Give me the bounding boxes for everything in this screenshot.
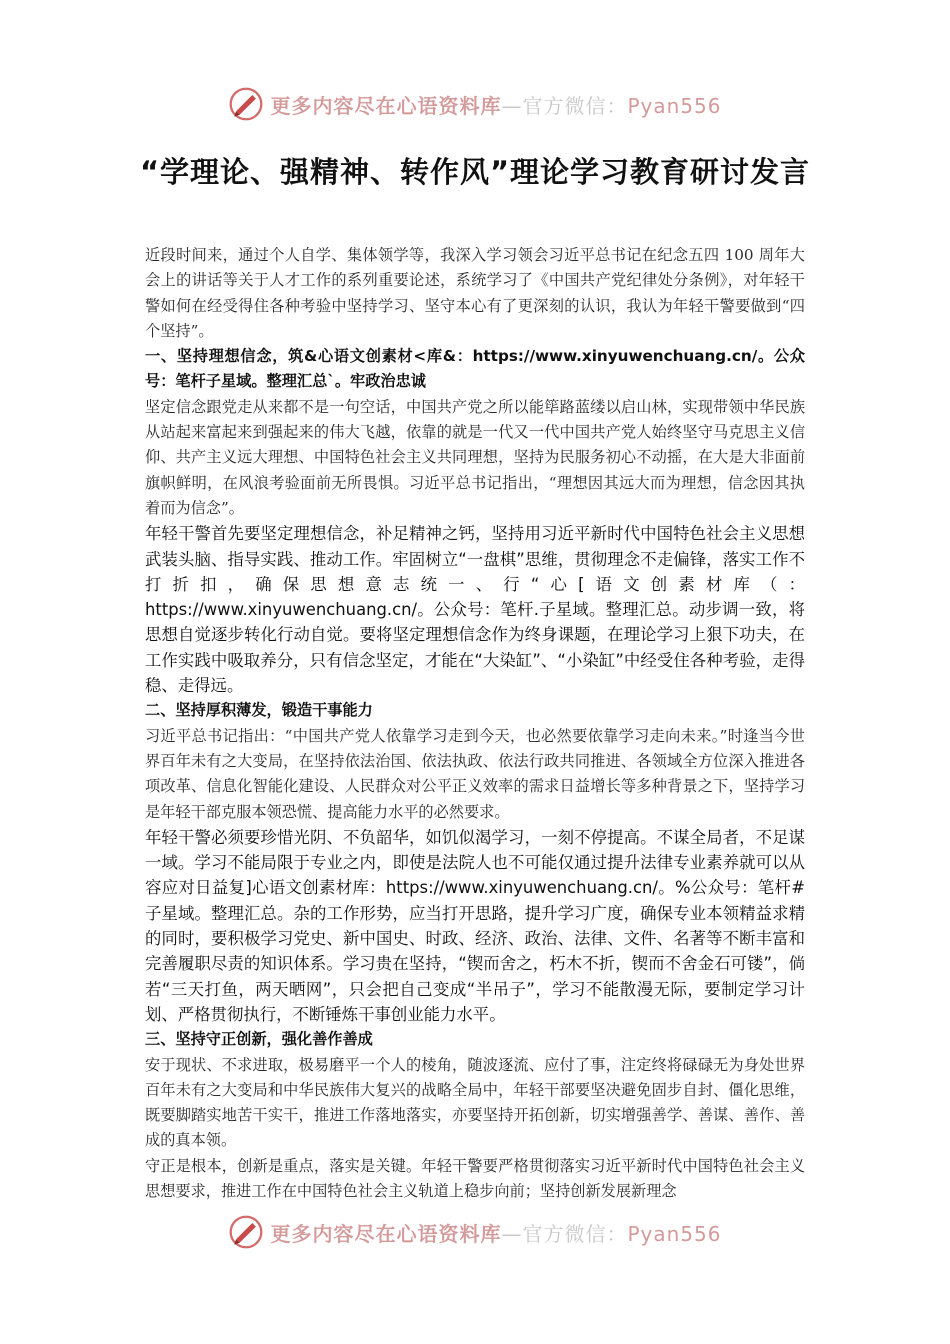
document-title: “学理论、强精神、转作风”理论学习教育研讨发言 <box>139 155 811 189</box>
pen-logo-icon <box>228 86 264 122</box>
paragraph: 年轻干警必须要珍惜光阴、不负韶华，如饥似渴学习，一刻不停提高。不谋全局者，不足谋一域。学习不能局限于专业之内，即使是法院人也不可能仅通过提升法律专业素养就可以从容应对日益复]心语文创素材库：https://www.xinyuwenchuang.cn/。%公众号：笔杆#子星域。整理汇总。杂的工作形势，应当打开思路，提升学习广度，确保专业本领精益求精的同时，要积极学习党史、新中国史、时政、经济、政治、法律、文件、名著等不断丰富和完善履职尽责的知识体系。学习贵在坚持，“锲而舍之，朽木不折，锲而不舍金石可镂”，倘若“三天打鱼，两天晒网”，只会把自己变成“半吊子”，学习不能散漫无际，要制定学习计划、严格贯彻执行，不断锤炼干事创业能力水平。 <box>145 827 805 1024</box>
section-heading: 三、坚持守正创新，强化善作善成 <box>145 1030 373 1049</box>
paragraph: 年轻干警首先要坚定理想信念，补足精神之钙，坚持用习近平新时代中国特色社会主义思想武装头脑、指导实践、推动工作。牢固树立“一盘棋”思维，贯彻理念不走偏锋，落实工作不打折扣，确保思想意志统一、行“心[语文创素材库（：https://www.xinyuwenchuang.cn/。公众号：笔杆.子星域。整理汇总。动步调一致，将思想自觉逐步转化行动自觉。要将坚定理想信念作为终身课题，在理论学习上狠下功夫，在工作实践中吸取养分，只有信念坚定，才能在“大染缸”、“小染缸”中经受住各种考验，走得稳、走得远。 <box>145 524 805 696</box>
paragraph: 习近平总书记指出：“中国共产党人依靠学习走到今天，也必然要依靠学习走向未来。”时逢当今世界百年未有之大变局，在坚持依法治国、依法执政、依法行政共同推进、各领域全方位深入推进各项改革、信息化智能化建设、人民群众对公平正义效率的需求日益增长等多种背景之下，坚持学习是年轻干部克服本领恐慌、提高能力水平的必然要求。 <box>145 726 805 821</box>
watermark-banner-bottom <box>0 1210 950 1254</box>
document-body <box>145 243 805 1204</box>
watermark-text: 更多内容尽在心语资料库—官方微信：Pyan556 <box>270 93 722 118</box>
section-heading: 二、坚持厚积薄发，锻造干事能力 <box>145 701 373 720</box>
paragraph: 守正是根本，创新是重点，落实是关键。年轻干警要严格贯彻落实习近平新时代中国特色社会主义思想要求，推进工作在中国特色社会主义轨道上稳步向前；坚持创新发展新理念 <box>145 1156 805 1200</box>
watermark-banner-top <box>0 82 950 126</box>
paragraph: 近段时间来，通过个人自学、集体领学等，我深入学习领会习近平总书记在纪念五四 100 周年大会上的讲话等关于人才工作的系列重要论述，系统学习了《中国共产党纪律处分条例》，对年轻干警如何在经受得住各种考验中坚持学习、坚守本心有了更深刻的认识，我认为年轻干警要做到“四个坚持”。 <box>145 246 805 340</box>
paragraph: 坚定信念跟党走从来都不是一句空话，中国共产党之所以能筚路蓝缕以启山林，实现带领中华民族从站起来富起来到强起来的伟大飞越，依靠的就是一代又一代中国共产党人始终坚守马克思主义信仰、共产主义远大理想、中国特色社会主义共同理想，坚持为民服务初心不动摇，在大是大非面前旗帜鲜明，在风浪考验面前无所畏惧。习近平总书记指出，“理想因其远大而为理想，信念因其执着而为信念”。 <box>145 397 805 517</box>
section-heading: 一、坚持理想信念，筑&心语文创素材<库&：https://www.xinyuwenchuang.cn/。公众号：笔杆子星域。整理汇总`。牢政治忠诚 <box>145 347 805 391</box>
paragraph: 安于现状、不求进取，极易磨平一个人的棱角，随波逐流、应付了事，注定终将碌碌无为身处世界百年未有之大变局和中华民族伟大复兴的战略全局中，年轻干部要坚决避免固步自封、僵化思维，既要脚踏实地苦干实干，推进工作落地落实，亦要坚持开拓创新，切实增强善学、善谋、善作、善成的真本领。 <box>145 1055 805 1150</box>
watermark-text: 更多内容尽在心语资料库—官方微信：Pyan556 <box>270 1221 722 1246</box>
pen-logo-icon <box>228 1214 264 1250</box>
